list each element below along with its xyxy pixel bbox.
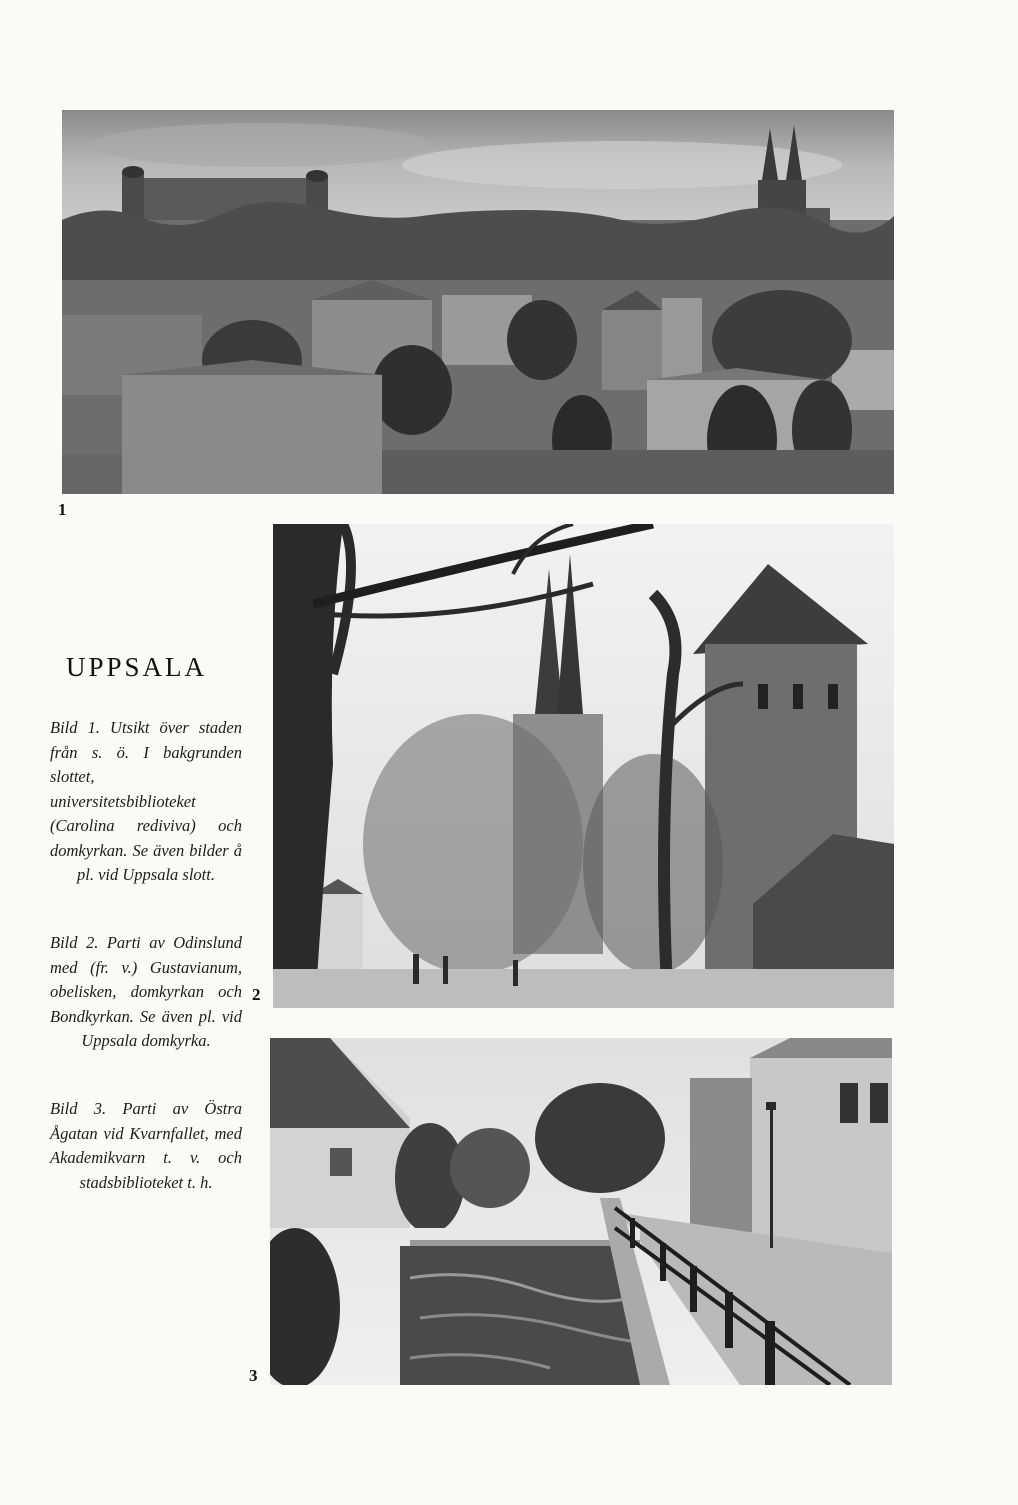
caption-text: Parti av Östra Ågatan vid Kvarnfallet, med Akademikvarn t. v. och stadsbiblioteket t. h. — [50, 1099, 243, 1192]
plate-number-2: 2 — [252, 985, 261, 1004]
caption-bild-3 — [50, 1097, 242, 1195]
caption-bild-2 — [50, 931, 242, 1054]
caption-text: Utsikt över staden från s. ö. I bakgrunden slottet, universitetsbiblioteket (Carolina rediviva) och domkyrkan. Se även bilder å pl. vid Uppsala slott. — [50, 718, 242, 884]
caption-label: Bild 3. — [50, 1099, 107, 1118]
page-title: UPPSALA — [66, 652, 208, 682]
caption-label: Bild 2. — [50, 933, 99, 952]
caption-text: Parti av Odinslund med (fr. v.) Gustavianum, obelisken, domkyrkan och Bondkyrkan. Se även pl. vid Uppsala domkyrka. — [50, 933, 242, 1050]
photo-3-ostra-agatan — [270, 1038, 892, 1385]
caption-bild-1 — [50, 716, 242, 888]
plate-number-3: 3 — [249, 1366, 258, 1385]
photo-1-cityscape — [62, 110, 894, 494]
photo-2-odinslund — [273, 524, 894, 1008]
plate-number-1: 1 — [58, 500, 67, 519]
caption-label: Bild 1. — [50, 718, 100, 737]
